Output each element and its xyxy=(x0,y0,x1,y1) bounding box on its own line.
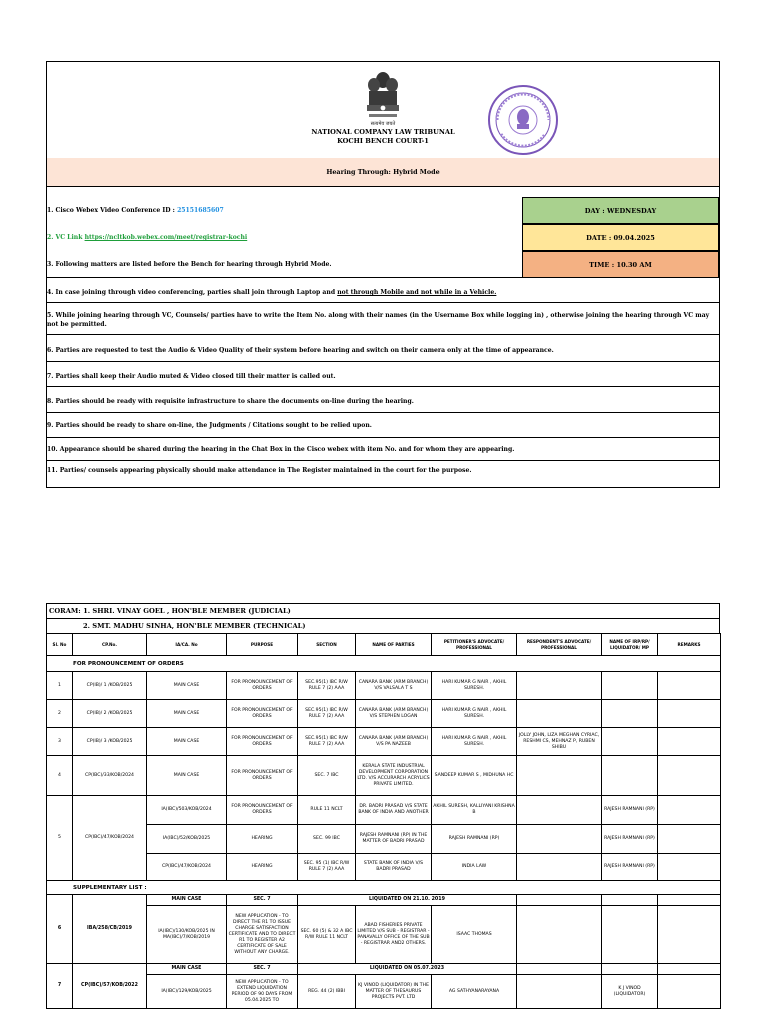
hearing-mode-banner: Hearing Through: Hybrid Mode xyxy=(47,158,719,187)
cell: DR. BADRI PRASAD V/S STATE BANK OF INDIA AND ANOTHER xyxy=(356,796,432,825)
cell: 3 xyxy=(47,728,73,756)
cell: CP(IB)/ 2 /KOB/2025 xyxy=(73,700,147,728)
coram-line-1: CORAM: 1. SHRI. VINAY GOEL , HON'BLE MEMBER (JUDICIAL) xyxy=(46,603,720,618)
instruction-5: 5. While joining hearing through VC, Counsels/ parties have to write the Item No. along with their names (in the Username Box while logging in) , otherwise joining the hearing through VC may not be permitted. xyxy=(47,312,710,328)
tribunal-name: NATIONAL COMPANY LAW TRIBUNAL xyxy=(311,128,455,136)
cell: SEC. 7 IBC xyxy=(298,756,356,796)
cell xyxy=(602,906,658,964)
instruction-7: 7. Parties shall keep their Audio muted & Video closed till their matter is called out. xyxy=(47,373,336,380)
col-header: NAME OF IRP/RP/ LIQUIDATOR/ MP xyxy=(602,634,658,656)
cell: FOR PRONOUNCEMENT OF ORDERS xyxy=(227,756,298,796)
cell xyxy=(658,728,721,756)
cell: CANARA BANK (ARM BRANCH) V/S STEPHEN LOGAN xyxy=(356,700,432,728)
notice-box xyxy=(46,61,720,488)
cell: NEW APPLICATION - TO EXTEND LIQUIDATION PERIOD OF 90 DAYS FROM 05.04.2025 TO xyxy=(227,975,298,1009)
cell: CANARA BANK (ARM BRANCH) V/S PA NAZEEB xyxy=(356,728,432,756)
cell: K J VINOD (LIQUIDATOR) xyxy=(602,975,658,1009)
cell xyxy=(602,700,658,728)
cell: CP(IB)/ 3 /KOB/2025 xyxy=(73,728,147,756)
instruction-6: 6. Parties are requested to test the Audio & Video Quality of their system before hearing and switch on their camera only at the time of appearance. xyxy=(47,347,554,354)
instruction-10: 10. Appearance should be shared during the hearing in the Chat Box in the Cisco webex with item No. and for whom they are appearing. xyxy=(47,446,515,453)
cell: INDIA LAW xyxy=(432,854,517,881)
cell: MAIN CASE xyxy=(147,895,227,906)
cell xyxy=(658,796,721,825)
table-row xyxy=(47,964,721,975)
cell: CANARA BANK (ARM BRANCH) V/S VALSALA T S xyxy=(356,672,432,700)
cell: AKHIL SURESH, KALLIYANI KRISHNA B xyxy=(432,796,517,825)
col-header: PURPOSE xyxy=(227,634,298,656)
cell xyxy=(517,700,602,728)
cell xyxy=(517,906,602,964)
cell: MAIN CASE xyxy=(147,700,227,728)
divider xyxy=(47,361,719,362)
cell: HEARING xyxy=(227,825,298,854)
cell: MAIN CASE xyxy=(147,672,227,700)
instruction-1: 1. Cisco Webex Video Conference ID : 25151685607 xyxy=(47,207,224,214)
bench-name: KOCHI BENCH COURT-1 xyxy=(337,137,429,145)
cell xyxy=(658,854,721,881)
vc-link[interactable]: https://ncltkob.webex.com/meet/registrar-kochi xyxy=(84,234,248,241)
cell: IBA/258/CB/2019 xyxy=(73,895,147,964)
cell: LIQUIDATED ON 21.10. 2019 xyxy=(298,895,517,906)
supplementary-title: SUPPLEMENTARY LIST : xyxy=(47,881,721,895)
cell: IA(IBC)/129/KOB/2025 xyxy=(147,975,227,1009)
cell: MAIN CASE xyxy=(147,964,227,975)
cell: HARI KUMAR G NAIR , AKHIL SURESH. xyxy=(432,728,517,756)
cell: 5 xyxy=(47,796,73,881)
emblem-caption: सत्यमेव जयते xyxy=(370,121,396,127)
cell: IA(IBC)/52/KOB/2025 xyxy=(147,825,227,854)
cell: SEC. 60 (5) & 32 A IBC R/W RULE 11 NCLT xyxy=(298,906,356,964)
cell: FOR PRONOUNCEMENT OF ORDERS xyxy=(227,796,298,825)
cell xyxy=(658,756,721,796)
cell xyxy=(658,825,721,854)
divider xyxy=(47,334,719,335)
cell: LIQUIDATED ON 05.07.2023 xyxy=(298,964,517,975)
cell: IA(IBC)/503/KOB/2024 xyxy=(147,796,227,825)
coram-line-2: 2. SMT. MADHU SINHA, HON'BLE MEMBER (TECHNICAL) xyxy=(46,618,720,633)
cell: CP(IB)/ 1 /KOB/2025 xyxy=(73,672,147,700)
cell: FOR PRONOUNCEMENT OF ORDERS xyxy=(227,672,298,700)
section-row xyxy=(47,881,721,895)
instruction-2: 2. VC Link https://ncltkob.webex.com/meet/registrar-kochi xyxy=(47,234,248,241)
instruction-4: 4. In case joining through video conferencing, parties shall join through Laptop and not through Mobile and not while in a Vehicle. xyxy=(47,289,497,296)
national-emblem-icon xyxy=(363,68,403,128)
cell: HARI KUMAR G NAIR , AKHIL SURESH. xyxy=(432,672,517,700)
divider xyxy=(47,437,719,438)
cell xyxy=(517,756,602,796)
cell: RAJESH RAMNANI (RP) xyxy=(602,854,658,881)
cell: KERALA STATE INDUSTRIAL DEVELOPMENT CORPORATION LTD. V/S ACCURARCH ACRYLICS PRIVATE LIMITED. xyxy=(356,756,432,796)
cell: SEC.95(1) IBC R/W RULE 7 (2) AAA xyxy=(298,728,356,756)
instruction-11: 11. Parties/ counsels appearing physically should make attendance in The Register maintained in the court for the purpose. xyxy=(47,467,472,474)
cell: 6 xyxy=(47,895,73,964)
table-row xyxy=(47,906,721,964)
cause-list-table xyxy=(46,633,721,1009)
cell xyxy=(517,672,602,700)
cell xyxy=(658,975,721,1009)
cell: 2 xyxy=(47,700,73,728)
section-row xyxy=(47,656,721,672)
cell: REG. 44 (2) IBBI xyxy=(298,975,356,1009)
time-box: TIME : 10.30 AM xyxy=(522,251,719,278)
col-header: Sl. No xyxy=(47,634,73,656)
cell: CP(IBC)/57/KOB/2022 xyxy=(73,964,147,1009)
cell: SEC. 7 xyxy=(227,964,298,975)
table-row xyxy=(47,728,721,756)
col-header: IA/CA. No xyxy=(147,634,227,656)
instruction-8: 8. Parties should be ready with requisite infrastructure to share the documents on-line during the hearing. xyxy=(47,398,414,405)
cell xyxy=(658,672,721,700)
cell xyxy=(602,672,658,700)
cell: SEC. 99 IBC xyxy=(298,825,356,854)
divider xyxy=(47,302,719,303)
table-row xyxy=(47,975,721,1009)
cell: FOR PRONOUNCEMENT OF ORDERS xyxy=(227,700,298,728)
cell: SANDEEP KUMAR S , MIDHUNA HC xyxy=(432,756,517,796)
col-header: REMARKS xyxy=(658,634,721,656)
cell: CP(IBC)/47/KOB/2024 xyxy=(147,854,227,881)
divider xyxy=(47,386,719,387)
cell: SEC. 7 xyxy=(227,895,298,906)
col-header: NAME OF PARTIES xyxy=(356,634,432,656)
cell: SEC.95(1) IBC R/W RULE 7 (2) AAA xyxy=(298,672,356,700)
col-header: CP.No. xyxy=(73,634,147,656)
cell: AG SATHYANARAYANA xyxy=(432,975,517,1009)
cell: MAIN CASE xyxy=(147,756,227,796)
cell: ISAAC THOMAS xyxy=(432,906,517,964)
cell: RAJESH RAMNANI (RP) xyxy=(602,825,658,854)
cell: IA(IBC)/130/KOB/2025 IN MA(IBC)/7/KOB/2019 xyxy=(147,906,227,964)
cell: NEW APPLICATION - TO DIRECT THE R1 TO ISSUE CHARGE SATISFACTION CERTIFICATE AND TO DIRECT R1 TO REGISTER A2 CERTIFICATE OF SALE WITHOUT ANY CHARGE. xyxy=(227,906,298,964)
cell: RAJESH RAMNANI (RP) xyxy=(602,796,658,825)
cell: JOLLY JOHN, LIZA MEGHAN CYRIAC, RESHMI CS, MEHNAZ P, RUBEN SHIBU xyxy=(517,728,602,756)
cause-list xyxy=(46,603,720,1009)
pronouncement-title: FOR PRONOUNCEMENT OF ORDERS xyxy=(47,656,721,672)
date-box: DATE : 09.04.2025 xyxy=(522,224,719,251)
cell: FOR PRONOUNCEMENT OF ORDERS xyxy=(227,728,298,756)
table-row xyxy=(47,895,721,906)
cell xyxy=(517,854,602,881)
divider xyxy=(47,460,719,461)
cell xyxy=(658,700,721,728)
instruction-9: 9. Parties should be ready to share on-line, the Judgments / Citations sought to be relied upon. xyxy=(47,422,372,429)
table-header xyxy=(47,634,721,656)
cell: CP(IBC)/47/KOB/2024 xyxy=(73,796,147,881)
cell xyxy=(602,756,658,796)
cell xyxy=(517,825,602,854)
cell: SEC.95(1) IBC R/W RULE 7 (2) AAA xyxy=(298,700,356,728)
cell: CP(IBC)/33/KOB/2024 xyxy=(73,756,147,796)
cell xyxy=(602,728,658,756)
cell: RULE 11 NCLT xyxy=(298,796,356,825)
table-row xyxy=(47,825,721,854)
cell: 1 xyxy=(47,672,73,700)
col-header: SECTION xyxy=(298,634,356,656)
cell: HARI KUMAR G NAIR , AKHIL SURESH. xyxy=(432,700,517,728)
cell: SEC. 95 (1) IBC R/W RULE 7 (2) AAA xyxy=(298,854,356,881)
notice-header xyxy=(47,62,719,159)
cell xyxy=(658,906,721,964)
table-row xyxy=(47,854,721,881)
table-row xyxy=(47,756,721,796)
day-box: DAY : WEDNESDAY xyxy=(522,197,719,224)
tribunal-title xyxy=(47,128,719,146)
divider xyxy=(47,412,719,413)
cell xyxy=(517,796,602,825)
col-header: PETITIONER'S ADVOCATE/ PROFESSIONAL xyxy=(432,634,517,656)
instruction-3: 3. Following matters are listed before the Bench for hearing through Hybrid Mode. xyxy=(47,261,332,268)
cell: RAJESH RAMNANI (RP) IN THE MATTER OF BADRI PRASAD xyxy=(356,825,432,854)
table-row xyxy=(47,700,721,728)
cell: RAJESH RAMNANI (RP) xyxy=(432,825,517,854)
cell: 7 xyxy=(47,964,73,1009)
cell: ABAD FISHERIES PRIVATE LIMITED V/S SUB - REGISTRAR - PANAVALLY OFFICE OF THE SUB - REGISTRAR AND2 OTHERS. xyxy=(356,906,432,964)
cell: MAIN CASE xyxy=(147,728,227,756)
table-row xyxy=(47,672,721,700)
divider xyxy=(47,277,719,278)
cell: HEARING xyxy=(227,854,298,881)
cell xyxy=(517,975,602,1009)
table-row xyxy=(47,796,721,825)
cell: KJ VINOD (LIQUIDATOR) IN THE MATTER OF THESAURUS PROJECTS PVT. LTD xyxy=(356,975,432,1009)
col-header: RESPONDENT'S ADVOCATE/ PROFESSIONAL xyxy=(517,634,602,656)
cell: 4 xyxy=(47,756,73,796)
cell: STATE BANK OF INDIA V/S BADRI PRASAD xyxy=(356,854,432,881)
webex-id: 25151685607 xyxy=(177,207,224,214)
